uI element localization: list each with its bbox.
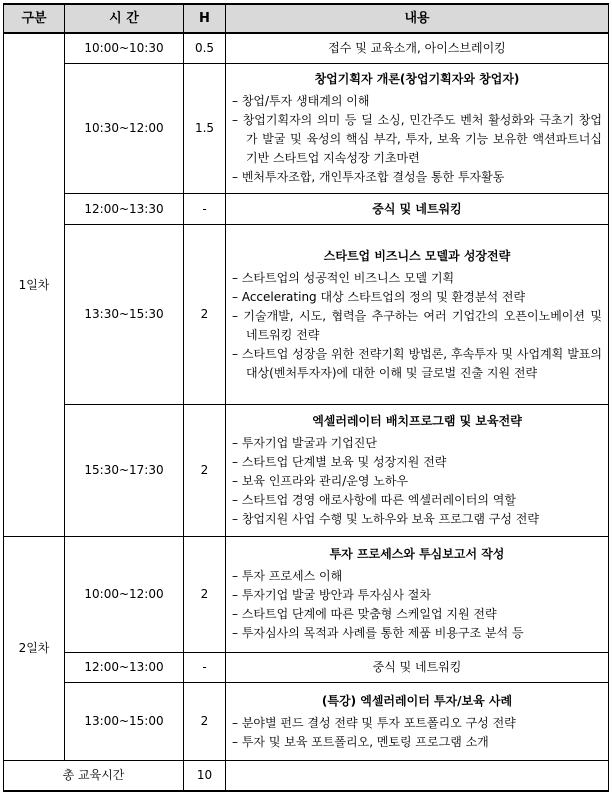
list-item: – 창업/투자 생태계의 이해 <box>232 92 602 111</box>
list-item: – 스타트업 경영 애로사항에 따른 엑셀러레이터의 역할 <box>232 491 602 510</box>
list-item: – Accelerating 대상 스타트업의 정의 및 환경분석 전략 <box>232 288 602 307</box>
list-item: – 투자기업 발굴과 기업진단 <box>232 434 602 453</box>
session-content <box>226 537 609 653</box>
session-content <box>226 405 609 537</box>
table-row <box>4 537 609 653</box>
list-item: – 분야별 펀드 결성 전략 및 투자 포트폴리오 구성 전략 <box>232 714 602 733</box>
session-hours: 1.5 <box>184 63 226 194</box>
session-title: 투자 프로세스와 투심보고서 작성 <box>329 547 505 562</box>
list-item: – 투자 프로세스 이해 <box>232 567 602 586</box>
session-hours: 2 <box>184 682 226 760</box>
session-hours: 2 <box>184 537 226 653</box>
session-content <box>226 63 609 194</box>
table-row <box>4 63 609 194</box>
header-category: 구분 <box>4 4 65 33</box>
session-time: 13:30~15:30 <box>65 224 184 405</box>
list-item: – 창업지원 사업 수행 및 노하우와 보육 프로그램 구성 전략 <box>232 510 602 529</box>
list-item: – 투자심사의 목적과 사례를 통한 제품 비용구조 분석 등 <box>232 624 602 643</box>
session-time: 12:00~13:30 <box>65 194 184 224</box>
session-time: 13:00~15:00 <box>65 682 184 760</box>
schedule-table <box>3 3 609 792</box>
list-item: – 스타트업 단계별 보육 및 성장지원 전략 <box>232 453 602 472</box>
header-time: 시 간 <box>65 4 184 33</box>
session-hours: - <box>184 652 226 682</box>
table-row <box>4 194 609 224</box>
list-item: – 벤처투자조합, 개인투자조합 결성을 통한 투자활동 <box>232 168 602 187</box>
header-hours: H <box>184 4 226 33</box>
session-title: 엑셀러레이터 배치프로그램 및 보육전략 <box>312 414 522 429</box>
day2-label: 2일차 <box>4 537 65 761</box>
session-title: (특강) 엑셀러레이터 투자/보육 사례 <box>321 693 513 708</box>
session-time: 10:00~12:00 <box>65 537 184 653</box>
session-title: 창업기획자 개론(창업기획자와 창업자) <box>314 72 520 87</box>
session-hours: - <box>184 194 226 224</box>
session-time: 12:00~13:00 <box>65 652 184 682</box>
list-item: – 기술개발, 시도, 협력을 추구하는 여러 기업간의 오픈이노베이션 및 네트워킹 전략 <box>232 307 602 345</box>
list-item: – 창업기획자의 의미 등 딜 소싱, 민간주도 벤처 활성화와 극초기 창업가 발굴 및 육성의 핵심 부각, 투자, 보육 기능 보유한 액션파트너십기반 스타트업 지속성장 기초마련 <box>232 111 602 168</box>
session-hours: 0.5 <box>184 33 226 63</box>
session-content <box>226 224 609 405</box>
session-time: 15:30~17:30 <box>65 405 184 537</box>
session-content: 중식 및 네트워킹 <box>226 652 609 682</box>
table-row <box>4 33 609 63</box>
session-content <box>226 682 609 760</box>
session-time: 10:30~12:00 <box>65 63 184 194</box>
total-empty <box>226 761 609 791</box>
total-label: 총 교육시간 <box>4 761 184 791</box>
table-row <box>4 224 609 405</box>
table-row <box>4 682 609 760</box>
session-title: 스타트업 비즈니스 모델과 성장전략 <box>323 248 511 263</box>
header-content: 내용 <box>226 4 609 33</box>
session-time: 10:00~10:30 <box>65 33 184 63</box>
total-hours: 10 <box>184 761 226 791</box>
list-item: – 스타트업의 성공적인 비즈니스 모델 기획 <box>232 269 602 288</box>
list-item: – 투자기업 발굴 방안과 투자심사 절차 <box>232 586 602 605</box>
session-content: 접수 및 교육소개, 아이스브레이킹 <box>226 33 609 63</box>
total-row <box>4 761 609 791</box>
session-content: 중식 및 네트워킹 <box>226 194 609 224</box>
list-item: – 스타트업 단계에 따른 맞춤형 스케일업 지원 전략 <box>232 605 602 624</box>
session-hours: 2 <box>184 405 226 537</box>
session-hours: 2 <box>184 224 226 405</box>
day1-label: 1일차 <box>4 33 65 537</box>
table-row <box>4 652 609 682</box>
header-row <box>4 4 609 33</box>
list-item: – 스타트업 성장을 위한 전략기획 방법론, 후속투자 및 사업계획 발표의 대상(벤처투자자)에 대한 이해 및 글로벌 진출 지원 전략 <box>232 345 602 383</box>
table-row <box>4 405 609 537</box>
list-item: – 투자 및 보육 포트폴리오, 멘토링 프로그램 소개 <box>232 733 602 752</box>
list-item: – 보육 인프라와 관리/운영 노하우 <box>232 472 602 491</box>
